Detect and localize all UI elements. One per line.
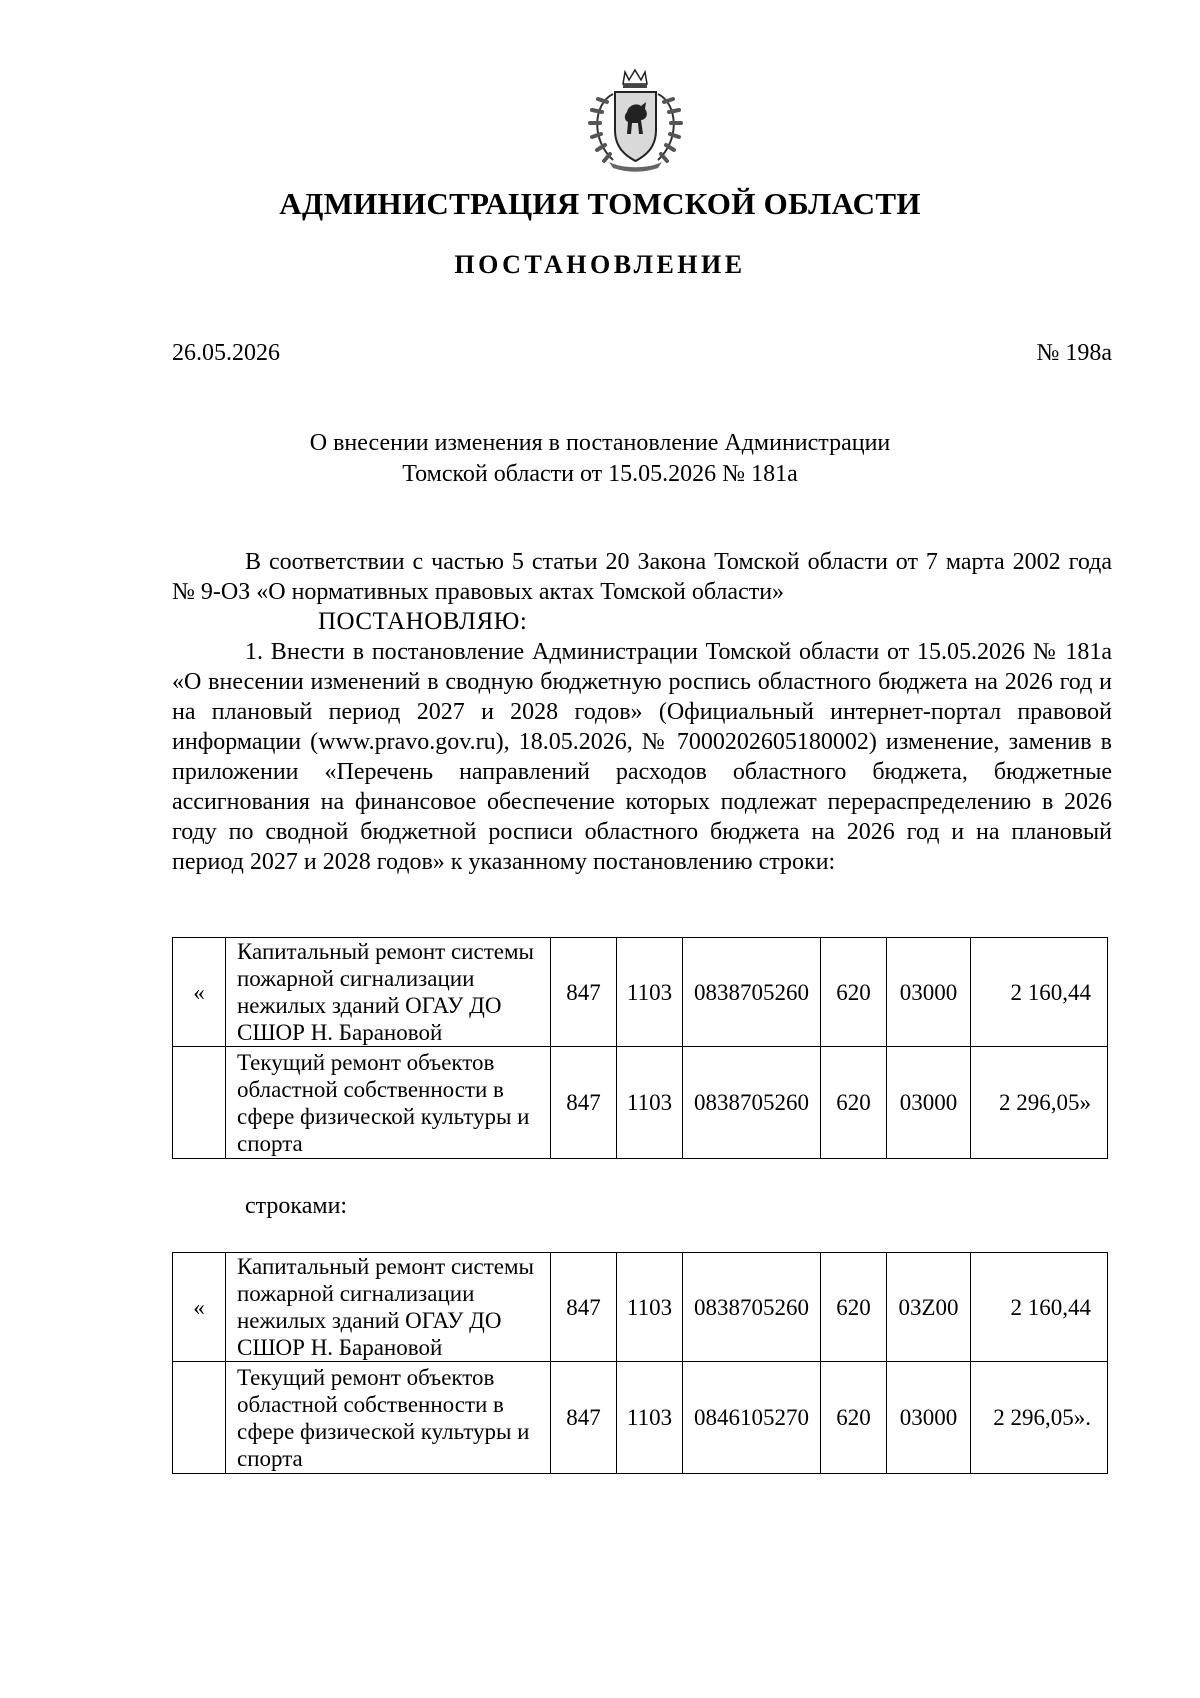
section-code-cell: 1103 bbox=[617, 1253, 683, 1362]
target-item-cell: 0846105270 bbox=[683, 1362, 821, 1474]
purpose-code-cell: 03000 bbox=[887, 938, 971, 1047]
purpose-code-cell: 03000 bbox=[887, 1362, 971, 1474]
expense-type-cell: 620 bbox=[821, 1253, 887, 1362]
document-subject bbox=[0, 428, 1200, 490]
document-type-title: ПОСТАНОВЛЕНИЕ bbox=[454, 250, 746, 279]
amount-cell: 2 296,05» bbox=[971, 1047, 1108, 1159]
original-rows-table bbox=[172, 937, 1108, 1159]
item-1-paragraph: 1. Внести в постановление Администрации Томской области от 15.05.2026 № 181а «О внесении изменений в сводную бюджетную роспись областного бюджета на 2026 год и на плановый период 2027 и 2028 годов» (Официальный интернет-портал правовой информации (www.pravo.gov.ru), 18.05.2026, № 7000202605180002) изменение, заменив в приложении «Перечень направлений расходов областного бюджета, бюджетные ассигнования на финансовое обеспечение которых подлежат перераспределению в 2026 году по сводной бюджетной росписи областного бюджета на 2026 год и на плановый период 2027 и 2028 годов» к указанному постановлению строки: bbox=[172, 639, 1112, 875]
opening-quote-cell bbox=[173, 1362, 226, 1474]
section-code-cell: 1103 bbox=[617, 1362, 683, 1474]
ministry-code-cell: 847 bbox=[551, 1362, 617, 1474]
target-item-cell: 0838705260 bbox=[683, 1047, 821, 1159]
expense-type-cell: 620 bbox=[821, 938, 887, 1047]
organization-title: АДМИНИСТРАЦИЯ ТОМСКОЙ ОБЛАСТИ bbox=[279, 186, 921, 221]
coat-of-arms-emblem bbox=[583, 68, 688, 174]
ministry-code-cell: 847 bbox=[551, 938, 617, 1047]
target-item-cell: 0838705260 bbox=[683, 1253, 821, 1362]
opening-quote-cell: « bbox=[173, 938, 226, 1047]
preamble-paragraph: В соответствии с частью 5 статьи 20 Закона Томской области от 7 марта 2002 года № 9-ОЗ «О нормативных правовых актах Томской области» bbox=[172, 549, 1112, 605]
purpose-code-cell: 03000 bbox=[887, 1047, 971, 1159]
amount-cell: 2 160,44 bbox=[971, 938, 1108, 1047]
ministry-code-cell: 847 bbox=[551, 1253, 617, 1362]
decree-word: ПОСТАНОВЛЯЮ: bbox=[318, 608, 528, 635]
purpose-code-cell: 03Z00 bbox=[887, 1253, 971, 1362]
replacement-label: строками: bbox=[245, 1193, 348, 1219]
table-row bbox=[173, 938, 1108, 1047]
expense-name-cell: Текущий ремонт объектов областной собственности в сфере физической культуры и спорта bbox=[226, 1362, 551, 1474]
amount-cell: 2 160,44 bbox=[971, 1253, 1108, 1362]
opening-quote-cell bbox=[173, 1047, 226, 1159]
table-row bbox=[173, 1253, 1108, 1362]
document-number: № 198а bbox=[1036, 340, 1112, 366]
replacement-rows-table bbox=[172, 1252, 1108, 1474]
subject-line: О внесении изменения в постановление Администрации bbox=[309, 430, 891, 456]
expense-type-cell: 620 bbox=[821, 1047, 887, 1159]
document-date: 26.05.2026 bbox=[172, 340, 280, 366]
section-code-cell: 1103 bbox=[617, 1047, 683, 1159]
target-item-cell: 0838705260 bbox=[683, 938, 821, 1047]
table-row bbox=[173, 1362, 1108, 1474]
section-code-cell: 1103 bbox=[617, 938, 683, 1047]
expense-name-cell: Капитальный ремонт системы пожарной сигнализации нежилых зданий ОГАУ ДО СШОР Н. Барановой bbox=[226, 1253, 551, 1362]
expense-type-cell: 620 bbox=[821, 1362, 887, 1474]
table-row bbox=[173, 1047, 1108, 1159]
ministry-code-cell: 847 bbox=[551, 1047, 617, 1159]
opening-quote-cell: « bbox=[173, 1253, 226, 1362]
document-body bbox=[172, 547, 1112, 877]
expense-name-cell: Текущий ремонт объектов областной собственности в сфере физической культуры и спорта bbox=[226, 1047, 551, 1159]
amount-cell: 2 296,05». bbox=[971, 1362, 1108, 1474]
expense-name-cell: Капитальный ремонт системы пожарной сигнализации нежилых зданий ОГАУ ДО СШОР Н. Барановой bbox=[226, 938, 551, 1047]
subject-line: Томской области от 15.05.2026 № 181а bbox=[402, 461, 798, 487]
